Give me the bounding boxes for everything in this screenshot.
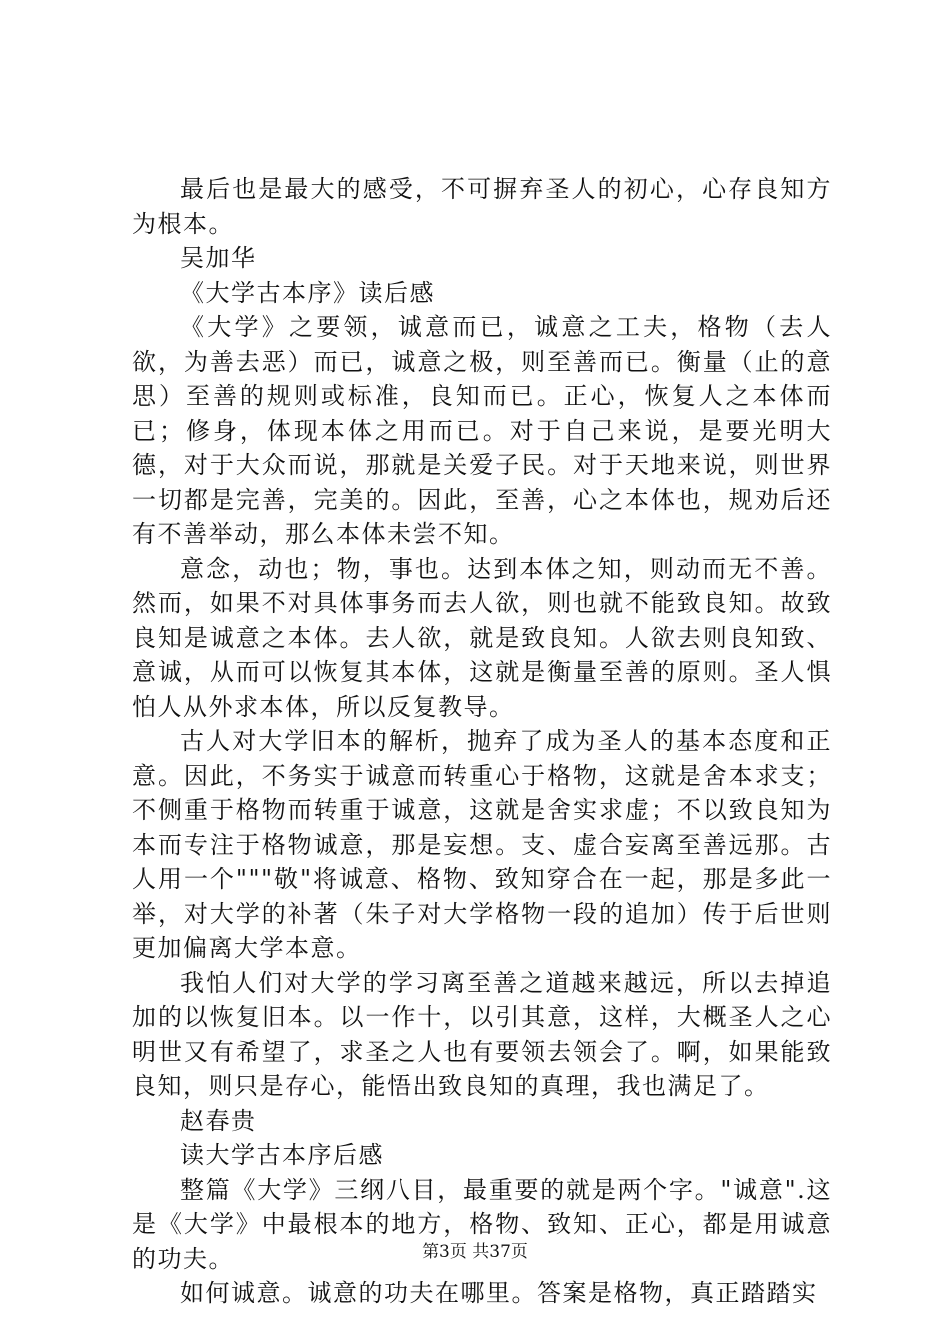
paragraph: 古人对大学旧本的解析，抛弃了成为圣人的基本态度和正意。因此，不务实于诚意而转重心于格物，这就是舍本求支；不侧重于格物而转重于诚意，这就是舍实求虚；不以致良知为本而专注于格物诚意，那是妄想。支、虚合妄离至善远那。古人用一个"""敬"将诚意、格物、致知穿合在一起，那是多此一举，对大学的补著（朱子对大学格物一段的追加）传于后世则更加偏离大学本意。 [132, 727, 832, 962]
paragraph: 意念，动也；物，事也。达到本体之知，则动而无不善。然而，如果不对具体事务而去人欲，则也就不能致良知。故致良知是诚意之本体。去人欲，就是致良知。人欲去则良知致、意诚，从而可以恢复其本体，这就是衡量至善的原则。圣人惧怕人从外求本体，所以反复教导。 [132, 554, 832, 721]
paragraph: 整篇《大学》三纲八目，最重要的就是两个字。"诚意".这是《大学》中最根本的地方，格物、致知、正心，都是用诚意的功夫。 [132, 1175, 832, 1273]
author-name: 赵春贵 [180, 1106, 257, 1135]
section-title: 读大学古本序后感 [180, 1141, 384, 1169]
page-number: 第3页 共37页 [422, 1242, 528, 1262]
author-name: 吴加华 [180, 244, 257, 272]
section-title: 《大学古本序》读后感 [180, 278, 435, 307]
paragraph: 如何诚意。诚意的功夫在哪里。答案是格物，真正踏踏实 [180, 1279, 818, 1307]
paragraph: 《大学》之要领，诚意而已，诚意之工夫，格物（去人欲，为善去恶）而已，诚意之极，则至善而已。衡量（止的意思）至善的规则或标准，良知而已。正心，恢复人之本体而已；修身，体现本体之用而已。对于自己来说，是要光明大德，对于大众而说，那就是关爱子民。对于天地来说，则世界一切都是完善，完美的。因此，至善，心之本体也，规劝后还有不善举动，那么本体未尝不知。 [132, 313, 832, 548]
document-body [132, 172, 832, 1311]
paragraph: 我怕人们对大学的学习离至善之道越来越远，所以去掉追加的以恢复旧本。以一作十，以引其意，这样，大概圣人之心明世又有希望了，求圣之人也有要领去领会了。啊，如果能致良知，则只是存心，能悟出致良知的真理，我也满足了。 [132, 968, 832, 1100]
paragraph-conclusion: 最后也是最大的感受，不可摒弃圣人的初心，心存良知方为根本。 [132, 175, 832, 238]
